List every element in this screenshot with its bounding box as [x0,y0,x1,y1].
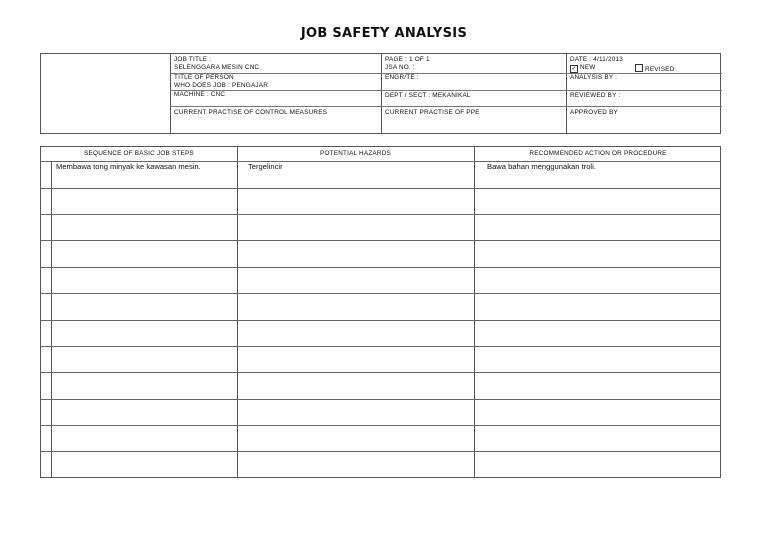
new-label: NEW [580,64,596,71]
job-title-value: SELENGGARA MESIN CNC [174,64,260,71]
column-header-steps: SEQUENCE OF BASIC JOB STEPS [84,150,194,157]
table-row-line [41,293,720,294]
header-row-line [170,106,722,107]
page-title: JOB SAFETY ANALYSIS [300,26,468,41]
table-row-line [41,372,720,373]
column-header-actions: RECOMMENDED ACTION OR PROCEDURE [529,150,667,157]
table-row-line [41,267,720,268]
engr-te-label: ENGR/TE : [385,74,419,81]
column-header-hazards: POTENTIAL HAZARDS [320,150,391,157]
header-divider [566,54,567,133]
table-row-line [41,451,720,452]
machine-label: MACHINE : CNC [174,91,226,98]
reviewed-by-label: REVIEWED BY : [570,92,621,99]
dept-label: DEPT / SECT : MEKANIKAL [385,92,471,99]
jsa-no-label: JSA NO. : [385,64,415,71]
table-row-line [41,240,720,241]
table-row-line [41,188,720,189]
page-label: PAGE : 1 OF 1 [385,56,430,63]
header-row-line [170,90,722,91]
table-divider [237,147,238,477]
table-row-line [41,346,720,347]
new-checkbox-group[interactable] [570,64,596,73]
header-block [40,53,721,134]
table-row-line [41,399,720,400]
analysis-by-label: ANALYSIS BY : [570,74,618,81]
approved-by-label: APPROVED BY [570,109,619,116]
table-row-line [41,214,720,215]
table-row-line [41,320,720,321]
job-title-label: JOB TITLE : [174,56,212,63]
revised-label: REVISED [645,66,675,73]
date-label: DATE : 4/11/2013 [570,56,624,63]
new-checkbox[interactable]: ✓ [571,66,577,72]
step-cell[interactable]: Membawa tong minyak ke kawasan mesin. [56,162,201,171]
header-divider [381,54,382,133]
person-title-label: TITLE OF PERSON [174,74,234,81]
person-title-value: WHO DOES JOB : PENGAJAR [174,82,269,89]
control-measures-label: CURRENT PRACTISE OF CONTROL MEASURES [174,109,328,116]
table-divider [51,161,52,477]
header-divider [170,54,171,133]
analysis-table [40,146,721,478]
revised-checkbox[interactable] [635,64,643,72]
table-divider [474,147,475,477]
table-row-line [41,425,720,426]
hazard-cell[interactable]: Tergelincir [248,162,283,171]
action-cell[interactable]: Bawa bahan menggunakan troli. [487,162,596,171]
revised-checkbox-group[interactable] [635,64,674,74]
ppe-label: CURRENT PRACTISE OF PPE [385,109,480,116]
